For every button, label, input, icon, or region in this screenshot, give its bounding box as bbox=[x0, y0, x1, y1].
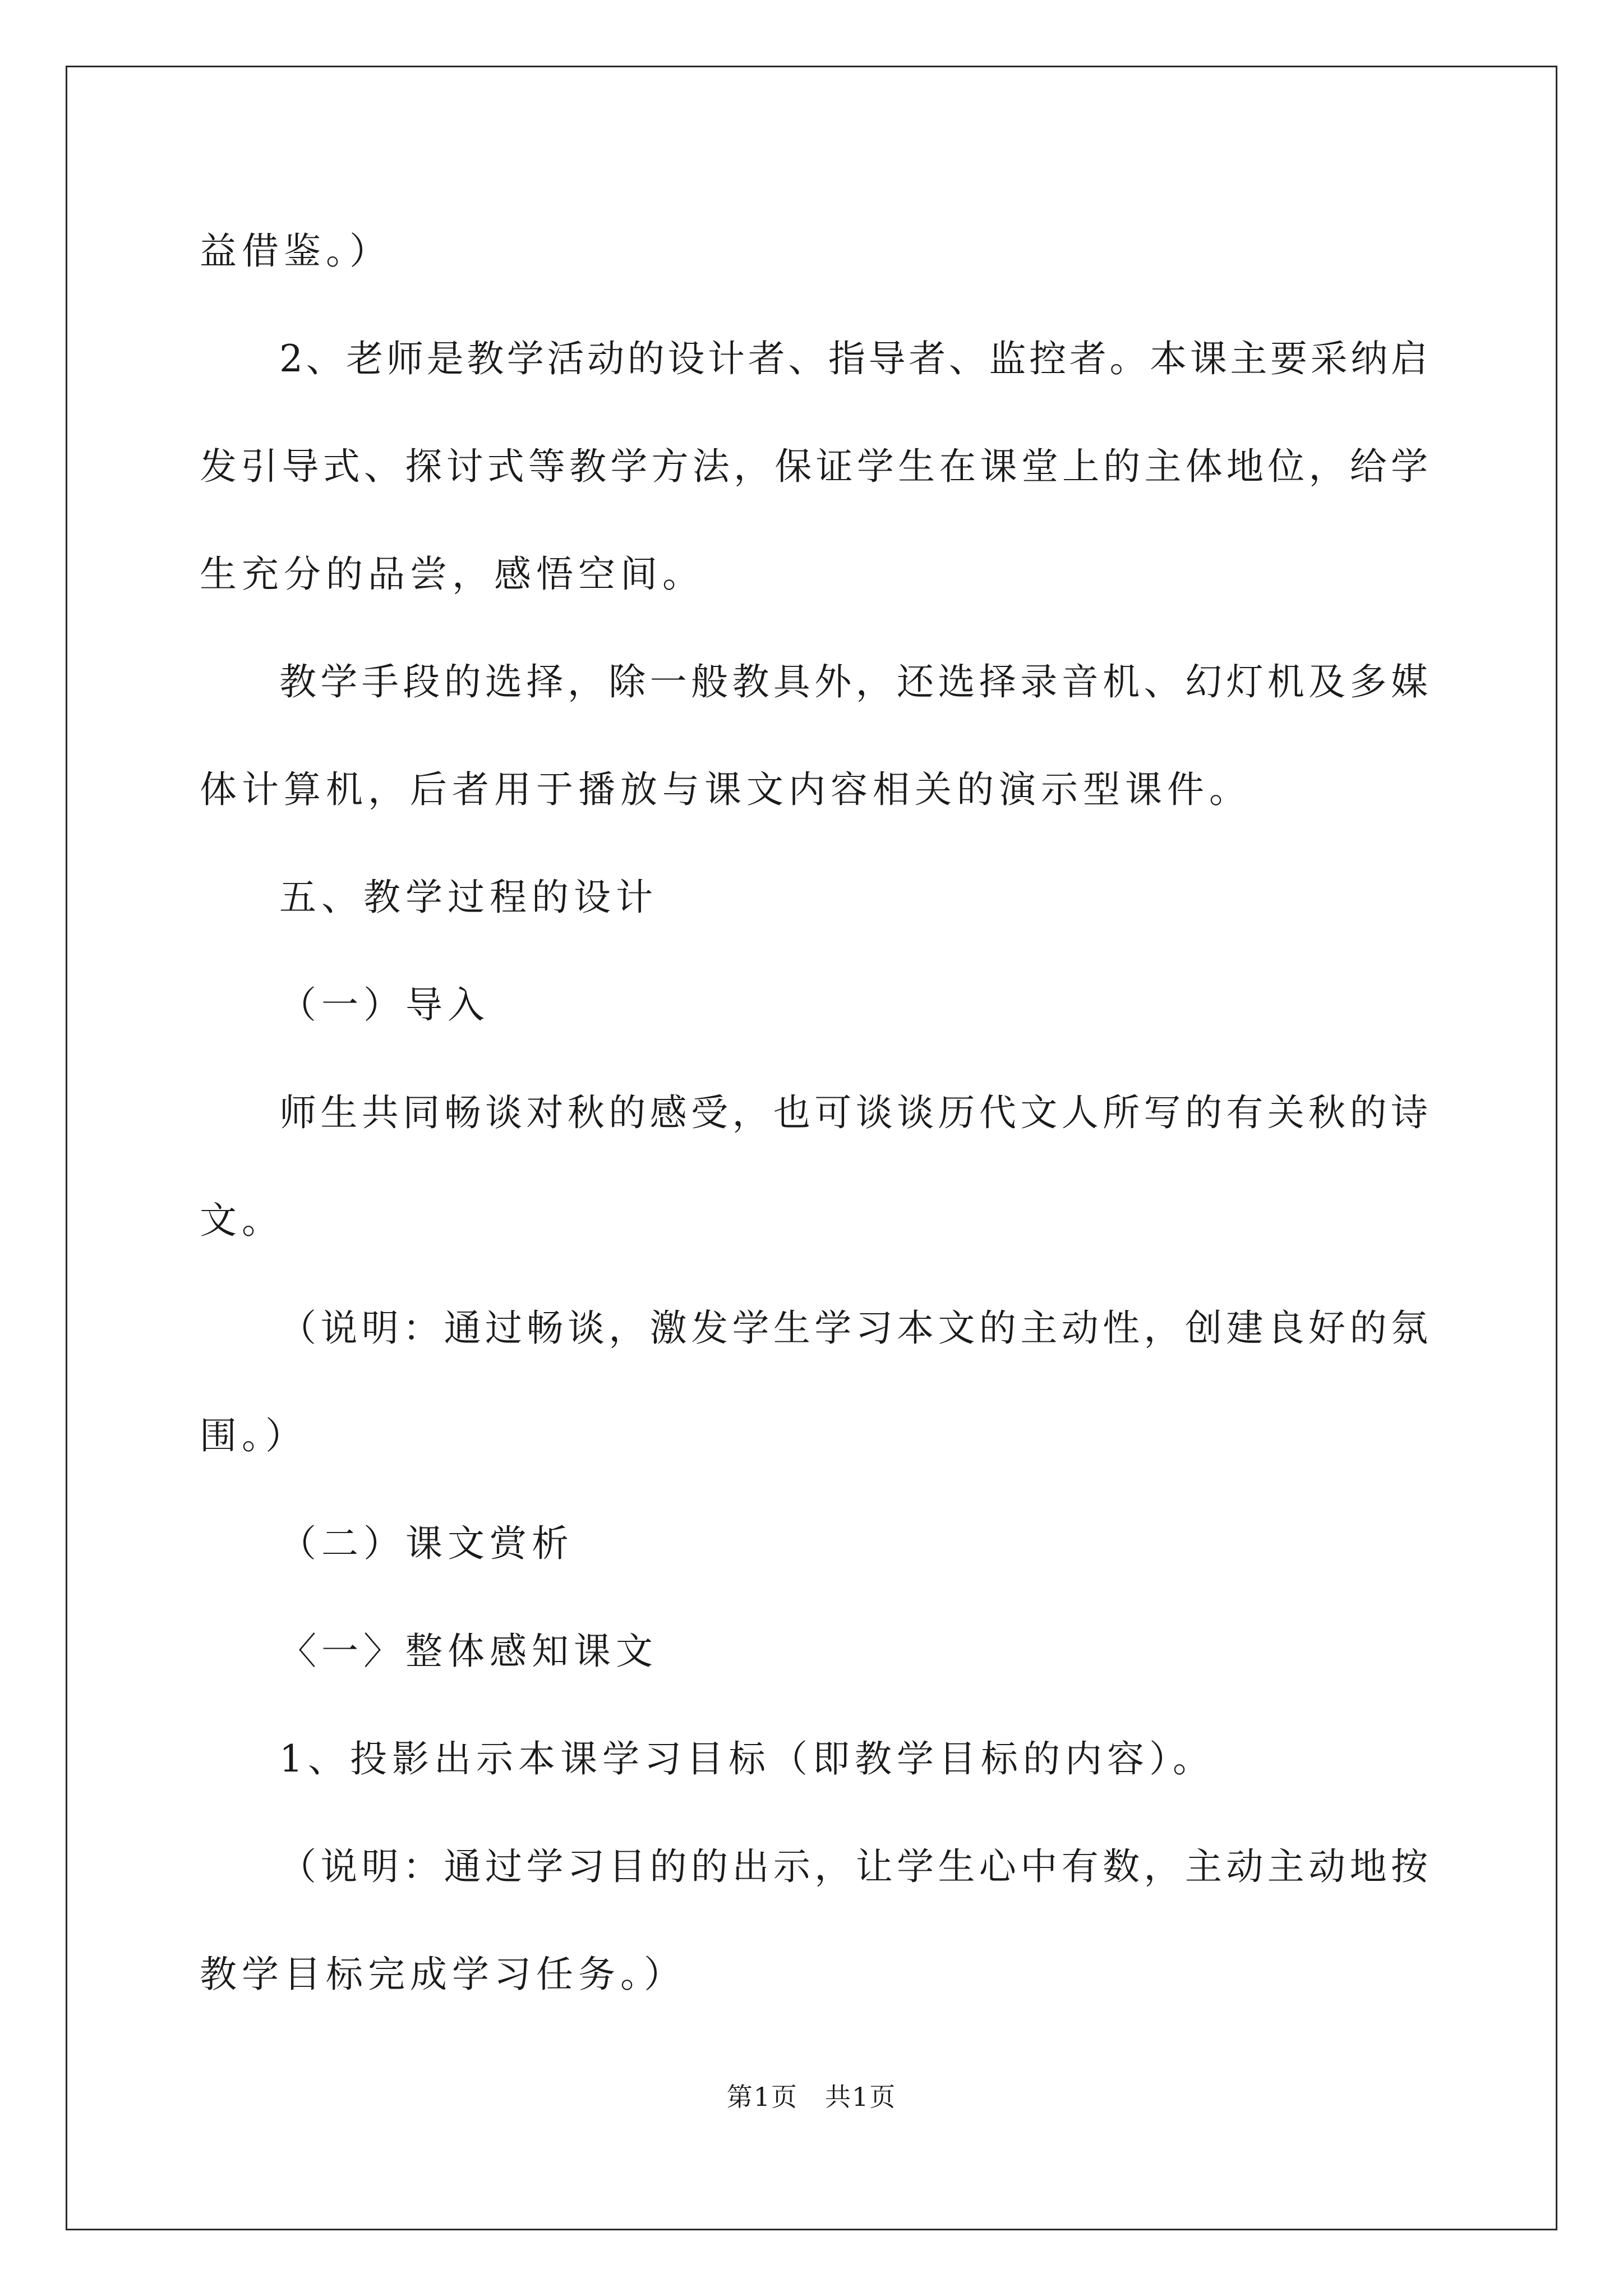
subsection-heading: （二）课文赏析 bbox=[279, 1522, 574, 1565]
paragraph-line: 文。 bbox=[200, 1199, 284, 1242]
paragraph-line: （说明：通过学习目的的出示，让学生心中有数，主动主动地按 bbox=[279, 1845, 1428, 1888]
paragraph-line: 教学手段的选择，除一般教具外，还选择录音机、幻灯机及多媒 bbox=[279, 660, 1428, 703]
paragraph-line: 生充分的品尝，感悟空间。 bbox=[200, 553, 704, 596]
paragraph-line: 益借鉴。） bbox=[200, 229, 391, 273]
page-border bbox=[66, 66, 1557, 2230]
paragraph-line: 2、老师是教学活动的设计者、指导者、监控者。本课主要采纳启 bbox=[279, 337, 1428, 380]
paragraph-line: 1、投影出示本课学习目标（即教学目标的内容）。 bbox=[279, 1737, 1215, 1780]
paragraph-line: 围。） bbox=[200, 1414, 307, 1457]
page-footer: 第1页 共1页 bbox=[726, 2082, 897, 2112]
subsection-heading: （一）导入 bbox=[279, 983, 490, 1027]
paragraph-line: 教学目标完成学习任务。） bbox=[200, 1953, 686, 1996]
paragraph-line: 体计算机，后者用于播放与课文内容相关的演示型课件。 bbox=[200, 768, 1251, 811]
section-heading: 五、教学过程的设计 bbox=[279, 876, 658, 919]
paragraph-line: 发引导式、探讨式等教学方法，保证学生在课堂上的主体地位，给学 bbox=[200, 445, 1428, 488]
subsection-heading: 〈一〉整体感知课文 bbox=[279, 1630, 658, 1673]
paragraph-line: 师生共同畅谈对秋的感受，也可谈谈历代文人所写的有关秋的诗 bbox=[279, 1091, 1428, 1134]
paragraph-line: （说明：通过畅谈，激发学生学习本文的主动性，创建良好的氛 bbox=[279, 1306, 1428, 1350]
